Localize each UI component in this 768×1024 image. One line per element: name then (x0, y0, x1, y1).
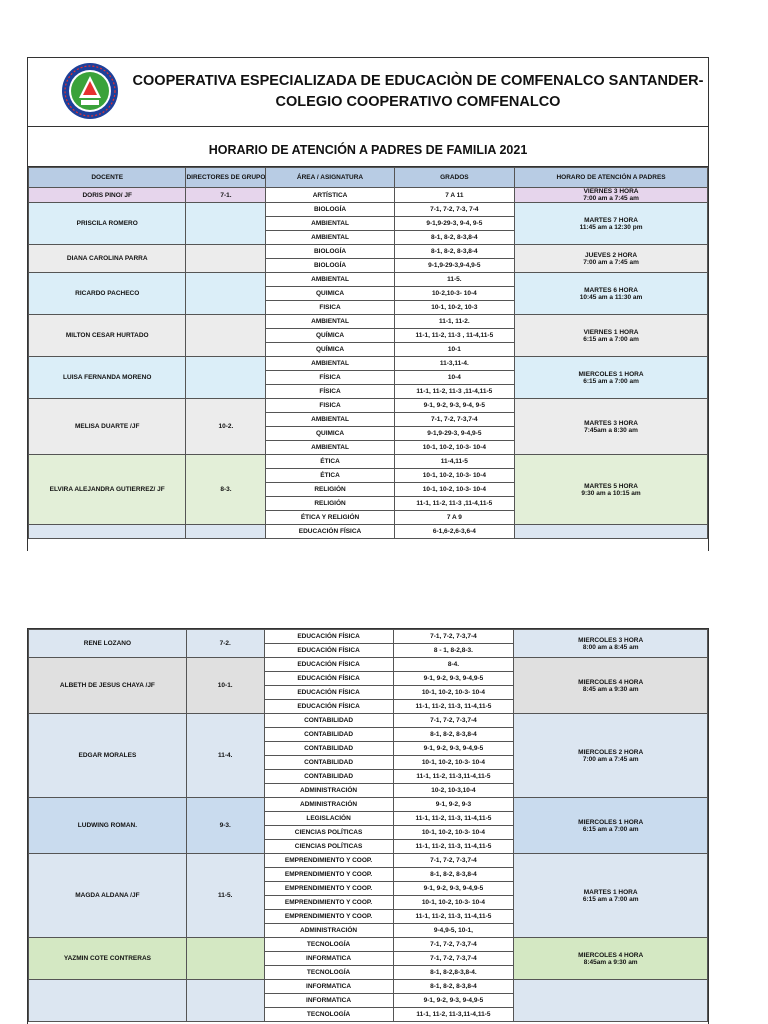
horario-day: MARTES 3 HORA (584, 419, 638, 427)
grados-cell: 11-1, 11-2, 11-3, 11-4,11-5 (393, 812, 514, 826)
school-logo-icon (61, 62, 119, 120)
director-cell (186, 938, 264, 980)
grados-cell: 11-1, 11-2, 11-3, 11-4,11-5 (393, 910, 514, 924)
horario-cell (514, 938, 708, 980)
horario-time: 7:45am a 8:30 am (584, 426, 638, 434)
horario-time: 6:15 am a 7:00 am (583, 377, 639, 385)
grados-cell: 10-1, 10-2, 10-3- 10-4 (394, 441, 514, 455)
grados-cell: 10-1, 10-2, 10-3- 10-4 (393, 756, 514, 770)
grados-cell: 9-1, 9-2, 9-3 (393, 798, 514, 812)
horario-time: 6:15 am a 7:00 am (582, 895, 639, 903)
area-cell: CONTABILIDAD (264, 742, 393, 756)
horario-cell (515, 188, 708, 203)
director-cell: 10-1. (186, 658, 264, 714)
area-cell: LEGISLACIÓN (264, 812, 393, 826)
area-cell: FÍSICA (266, 385, 394, 399)
table-row (29, 658, 708, 672)
area-cell: ADMINISTRACIÓN (264, 798, 393, 812)
grados-cell: 7-1, 7-2, 7-3,7-4 (393, 630, 514, 644)
horario-time: 10:45 am a 11:30 am (579, 293, 643, 301)
horario-day: MIERCOLES 1 HORA (578, 818, 644, 826)
table-row (29, 798, 708, 812)
grados-cell: 7-1, 7-2, 7-3,7-4 (394, 413, 514, 427)
director-cell: 9-3. (186, 798, 264, 854)
column-header-director: DIRECTORES DE GRUPO (186, 168, 266, 188)
school-name-line2: COLEGIO COOPERATIVO COMFENALCO (275, 94, 561, 110)
grados-cell: 7 A 11 (394, 188, 514, 203)
horario-time: 6:15 am a 7:00 am (582, 825, 639, 833)
area-cell: BIOLOGÍA (266, 259, 394, 273)
area-cell: BIOLOGÍA (266, 203, 394, 217)
table-header-row (29, 168, 708, 188)
horario-time: 8:45am a 9:30 am (583, 958, 638, 966)
school-name (128, 71, 708, 113)
area-cell: AMBIENTAL (266, 357, 394, 371)
grados-cell: 7-1, 7-2, 7-3,7-4 (393, 938, 514, 952)
area-cell: EMPRENDIMIENTO Y COOP. (264, 910, 393, 924)
area-cell: EDUCACIÓN FÍSICA (264, 644, 393, 658)
director-cell: 10-2. (186, 399, 266, 455)
table-row (29, 455, 708, 469)
grados-cell: 7-1, 7-2, 7-3,7-4 (393, 952, 514, 966)
table-row (29, 980, 708, 994)
grados-cell: 9-1, 9-2, 9-3, 9-4,9-5 (393, 882, 514, 896)
grados-cell: 9-1,9-29-3, 9-4, 9-5 (394, 217, 514, 231)
area-cell: AMBIENTAL (266, 273, 394, 287)
grados-cell: 11-1, 11-2, 11-3, 11-4,11-5 (393, 840, 514, 854)
grados-cell: 10-4 (394, 371, 514, 385)
director-cell: 11-4. (186, 714, 264, 798)
grados-cell: 9-1,9-29-3, 9-4,9-5 (394, 427, 514, 441)
grados-cell: 10-1, 10-2, 10-3- 10-4 (394, 469, 514, 483)
table-row (29, 245, 708, 259)
grados-cell: 10-1, 10-2, 10-3- 10-4 (394, 483, 514, 497)
grados-cell: 7 A 9 (394, 511, 514, 525)
area-cell: TECNOLOGÍA (264, 966, 393, 980)
grados-cell: 10-1, 10-2, 10-3- 10-4 (393, 896, 514, 910)
grados-cell: 9-1, 9-2, 9-3, 9-4, 9-5 (394, 399, 514, 413)
grados-cell: 7-1, 7-2, 7-3,7-4 (393, 854, 514, 868)
table-row (29, 188, 708, 203)
column-header-horario: HORARO DE ATENCIÓN A PADRES (515, 168, 708, 188)
table-row (29, 273, 708, 287)
grados-cell: 6-1,6-2,6-3,6-4 (394, 525, 514, 539)
area-cell: TECNOLOGÍA (264, 1008, 393, 1022)
area-cell: CIENCIAS POLÍTICAS (264, 826, 393, 840)
area-cell: TECNOLOGÍA (264, 938, 393, 952)
table-row (29, 714, 708, 728)
horario-cell (514, 854, 708, 938)
horario-time: 8:45 am a 9:30 am (582, 685, 639, 693)
grados-cell: 8-1, 8-2, 8-3,8-4 (394, 245, 514, 259)
grados-cell: 9-1, 9-2, 9-3, 9-4,9-5 (393, 994, 514, 1008)
area-cell: INFORMATICA (264, 952, 393, 966)
area-cell: CONTABILIDAD (264, 756, 393, 770)
area-cell: EDUCACIÓN FÍSICA (264, 700, 393, 714)
grados-cell: 10-1, 10-2, 10-3- 10-4 (393, 826, 514, 840)
docente-cell: ALBETH DE JESUS CHAYA /JF (29, 658, 187, 714)
area-cell: EDUCACIÓN FÍSICA (264, 672, 393, 686)
horario-day: JUEVES 2 HORA (585, 251, 638, 259)
docente-cell: MILTON CESAR HURTADO (29, 315, 186, 357)
docente-cell (29, 525, 186, 539)
grados-cell: 9-1,9-29-3,9-4,9-5 (394, 259, 514, 273)
grados-cell: 11-1, 11-2. (394, 315, 514, 329)
director-cell (186, 245, 266, 273)
horario-time: 7:00 am a 7:45 am (582, 755, 639, 763)
grados-cell: 9-4,9-5, 10-1, (393, 924, 514, 938)
area-cell: RELIGIÓN (266, 497, 394, 511)
horario-cell (514, 980, 708, 1022)
director-cell (186, 980, 264, 1022)
area-cell: AMBIENTAL (266, 231, 394, 245)
horario-time: 6:15 am a 7:00 am (583, 335, 639, 343)
horario-day: MIERCOLES 4 HORA (578, 678, 644, 686)
area-cell: ÉTICA (266, 469, 394, 483)
area-cell: AMBIENTAL (266, 315, 394, 329)
horario-time: 7:00 am a 7:45 am (583, 258, 639, 266)
horario-cell (514, 798, 708, 854)
area-cell: FISICA (266, 301, 394, 315)
area-cell: ARTÍSTICA (266, 188, 394, 203)
area-cell: EDUCACIÓN FÍSICA (264, 630, 393, 644)
area-cell: RELIGIÓN (266, 483, 394, 497)
grados-cell: 9-1, 9-2, 9-3, 9-4,9-5 (393, 742, 514, 756)
area-cell: INFORMATICA (264, 994, 393, 1008)
grados-cell: 8-1, 8-2, 8-3,8-4 (394, 231, 514, 245)
area-cell: ADMINISTRACIÓN (264, 924, 393, 938)
horario-cell (515, 357, 708, 399)
grados-cell: 10-1 (394, 343, 514, 357)
area-cell: EMPRENDIMIENTO Y COOP. (264, 896, 393, 910)
table-body-2 (29, 630, 708, 1022)
grados-cell: 9-1, 9-2, 9-3, 9-4,9-5 (393, 672, 514, 686)
horario-cell (515, 203, 708, 245)
document-subtitle: HORARIO DE ATENCIÓN A PADRES DE FAMILIA 2021 (28, 127, 708, 167)
grados-cell: 11-1, 11-2, 11-3 ,11-4,11-5 (394, 385, 514, 399)
area-cell: FISICA (266, 399, 394, 413)
column-header-docente: DOCENTE (29, 168, 186, 188)
horario-cell (514, 714, 708, 798)
area-cell: CONTABILIDAD (264, 770, 393, 784)
horario-time: 9:30 am a 10:15 am (581, 489, 641, 497)
table-row (29, 315, 708, 329)
grados-cell: 8-4. (393, 658, 514, 672)
area-cell: BIOLOGÍA (266, 245, 394, 259)
schedule-sheet-1 (27, 57, 709, 551)
area-cell: AMBIENTAL (266, 413, 394, 427)
director-cell (186, 357, 266, 399)
grados-cell: 10-1, 10-2, 10-3- 10-4 (393, 686, 514, 700)
grados-cell: 11-1, 11-2, 11-3,11-4,11-5 (393, 1008, 514, 1022)
docente-cell: DORIS PINO/ JF (29, 188, 186, 203)
horario-day: MARTES 5 HORA (584, 482, 638, 490)
docente-cell (29, 980, 187, 1022)
area-cell: CONTABILIDAD (264, 728, 393, 742)
schedule-table-1 (28, 167, 708, 539)
area-cell: ÉTICA (266, 455, 394, 469)
area-cell: AMBIENTAL (266, 441, 394, 455)
schedule-table-2 (28, 629, 708, 1022)
docente-cell: MAGDA ALDANA /JF (29, 854, 187, 938)
docente-cell: EDGAR MORALES (29, 714, 187, 798)
horario-day: MIERCOLES 3 HORA (578, 636, 644, 644)
grados-cell: 11-1, 11-2, 11-3, 11-4,11-5 (393, 700, 514, 714)
director-cell (186, 203, 266, 245)
column-header-area: ÁREA / ASIGNATURA (266, 168, 394, 188)
director-cell: 8-3. (186, 455, 266, 525)
area-cell: QUIMICA (266, 427, 394, 441)
grados-cell: 7-1, 7-2, 7-3,7-4 (393, 714, 514, 728)
horario-cell (514, 658, 708, 714)
horario-day: MIERCOLES 2 HORA (578, 748, 644, 756)
docente-cell: RENE LOZANO (29, 630, 187, 658)
director-cell: 11-5. (186, 854, 264, 938)
director-cell (186, 315, 266, 357)
area-cell: ADMINISTRACIÓN (264, 784, 393, 798)
document-header (28, 58, 708, 127)
director-cell: 7-2. (186, 630, 264, 658)
director-cell (186, 273, 266, 315)
table-row (29, 630, 708, 644)
area-cell: INFORMATICA (264, 980, 393, 994)
horario-cell (514, 630, 708, 658)
horario-cell (515, 525, 708, 539)
horario-cell (515, 273, 708, 315)
docente-cell: RICARDO PACHECO (29, 273, 186, 315)
area-cell: EDUCACIÓN FÍSICA (264, 686, 393, 700)
table-row (29, 357, 708, 371)
grados-cell: 8-1, 8-2, 8-3,8-4 (393, 868, 514, 882)
table-row (29, 854, 708, 868)
docente-cell: ELVIRA ALEJANDRA GUTIERREZ/ JF (29, 455, 186, 525)
director-cell: 7-1. (186, 188, 266, 203)
grados-cell: 11-1, 11-2, 11-3 ,11-4,11-5 (394, 497, 514, 511)
area-cell: EDUCACIÓN FÍSICA (264, 658, 393, 672)
area-cell: AMBIENTAL (266, 217, 394, 231)
grados-cell: 10-2,10-3- 10-4 (394, 287, 514, 301)
grados-cell: 8-1, 8-2, 8-3,8-4 (393, 728, 514, 742)
horario-cell (515, 315, 708, 357)
schedule-sheet-2 (27, 628, 709, 1024)
horario-day: MARTES 6 HORA (584, 286, 638, 294)
area-cell: QUÍMICA (266, 343, 394, 357)
grados-cell: 8-1, 8-2,8-3,8-4. (393, 966, 514, 980)
table-row (29, 525, 708, 539)
table-row (29, 399, 708, 413)
grados-cell: 8-1, 8-2, 8-3,8-4 (393, 980, 514, 994)
grados-cell: 7-1, 7-2, 7-3, 7-4 (394, 203, 514, 217)
area-cell: FÍSICA (266, 371, 394, 385)
area-cell: EDUCACIÓN FÍSICA (266, 525, 394, 539)
school-name-line1: COOPERATIVA ESPECIALIZADA DE EDUCACIÒN DE COMFENALCO SANTANDER- (132, 73, 704, 89)
area-cell: CONTABILIDAD (264, 714, 393, 728)
area-cell: CIENCIAS POLÍTICAS (264, 840, 393, 854)
grados-cell: 11-3,11-4. (394, 357, 514, 371)
area-cell: EMPRENDIMIENTO Y COOP. (264, 868, 393, 882)
table-row (29, 203, 708, 217)
grados-cell: 11-4,11-5 (394, 455, 514, 469)
horario-day: MARTES 1 HORA (583, 888, 638, 896)
horario-day: MIERCOLES 1 HORA (578, 370, 644, 378)
horario-day: VIERNES 1 HORA (583, 328, 639, 336)
docente-cell: LUDWING ROMAN. (29, 798, 187, 854)
horario-time: 8:00 am a 8:45 am (582, 643, 639, 651)
horario-time: 11:45 am a 12:30 pm (579, 223, 643, 231)
area-cell: QUIMICA (266, 287, 394, 301)
area-cell: QUÍMICA (266, 329, 394, 343)
horario-cell (515, 399, 708, 455)
grados-cell: 8 - 1, 8-2,8-3. (393, 644, 514, 658)
docente-cell: LUISA FERNANDA MORENO (29, 357, 186, 399)
horario-time: 7:00 am a 7:45 am (583, 195, 639, 202)
director-cell (186, 525, 266, 539)
horario-cell (515, 455, 708, 525)
docente-cell: YAZMIN COTE CONTRERAS (29, 938, 187, 980)
horario-day: MARTES 7 HORA (584, 216, 638, 224)
horario-day: VIERNES 3 HORA (583, 188, 639, 195)
grados-cell: 11-1, 11-2, 11-3 , 11-4,11-5 (394, 329, 514, 343)
table-body-1 (29, 188, 708, 539)
area-cell: EMPRENDIMIENTO Y COOP. (264, 882, 393, 896)
area-cell: EMPRENDIMIENTO Y COOP. (264, 854, 393, 868)
horario-cell (515, 245, 708, 273)
area-cell: ÉTICA Y RELIGIÓN (266, 511, 394, 525)
docente-cell: MELISA DUARTE /JF (29, 399, 186, 455)
column-header-grados: GRADOS (394, 168, 514, 188)
horario-day: MIERCOLES 4 HORA (578, 951, 644, 959)
docente-cell: DIANA CAROLINA PARRA (29, 245, 186, 273)
grados-cell: 10-1, 10-2, 10-3 (394, 301, 514, 315)
grados-cell: 11-5. (394, 273, 514, 287)
grados-cell: 10-2, 10-3,10-4 (393, 784, 514, 798)
docente-cell: PRISCILA ROMERO (29, 203, 186, 245)
table-row (29, 938, 708, 952)
grados-cell: 11-1, 11-2, 11-3,11-4,11-5 (393, 770, 514, 784)
